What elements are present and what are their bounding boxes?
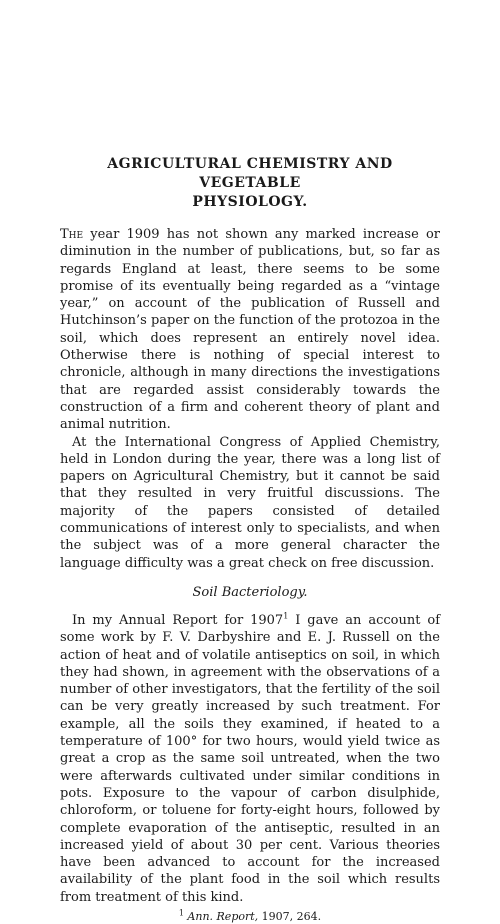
title-line-1: AGRICULTURAL CHEMISTRY AND VEGETABLE [107,156,393,191]
section-heading: Soil Bacteriology. [192,584,308,600]
paragraph-intro [60,226,440,434]
footnote-reference: 1 [283,611,289,621]
paragraph-soil [60,612,440,906]
footnote-source: Ann. Report, [187,909,259,923]
footnote-mark: 1 [178,908,184,918]
footnote [60,910,440,924]
paragraph-soil-start: In my Annual Report for 1907 [72,612,284,628]
paragraph-congress: At the International Congress of Applied Chemistry, held in London during the year, there was a long list of papers on Agricultural Chemistry, but it cannot be said that they resulted in very fruitful discussions. The majority of the papers consisted of detailed communications of interest only to specialists, and when the subject was of a more general character the language difficulty was a great check on free discussion. [60,434,440,571]
paragraph-lead-word: The [60,227,84,242]
footnote-detail: 1907, 264. [258,909,322,923]
article-title [60,155,440,212]
title-line-2: PHYSIOLOGY. [192,194,308,210]
paragraph-soil-rest: I gave an account of some work by F. V. Darbyshire and E. J. Russell on the action of heat and of volatile antiseptics on soil, in which they had shown, in agreement with the observations of a number of other investigators, that the fertility of the soil can be very greatly increased by such treatment. For example, all the soils they examined, if heated to a temperature of 100° for two hours, would yield twice as great a crop as the same soil untreated, when the two were afterwards cultivated under similar conditions in pots. Exposure to the vapour of carbon disulphide, chloroform, or toluene for forty-eight hours, followed by complete evaporation of the antiseptic, resulted in an increased yield of about 30 per cent. Various theories have been advanced to account for the increased availability of the plant food in the soil which results from treatment of this kind. [60,612,441,905]
page [60,155,440,924]
paragraph-intro-text: year 1909 has not shown any marked increase or diminution in the number of publications, but, so far as regards England at least, there seems to be some promise of its eventually being regarded as a “vintage year,” on account of the publication of Russell and Hutchinson’s paper on the function of the protozoa in the soil, which does represent an entirely novel idea. Otherwise there is nothing of special interest to chronicle, although in many directions the investigations that are regarded assist considerably towards the construction of a firm and coherent theory of plant and animal nutrition. [60,227,440,433]
